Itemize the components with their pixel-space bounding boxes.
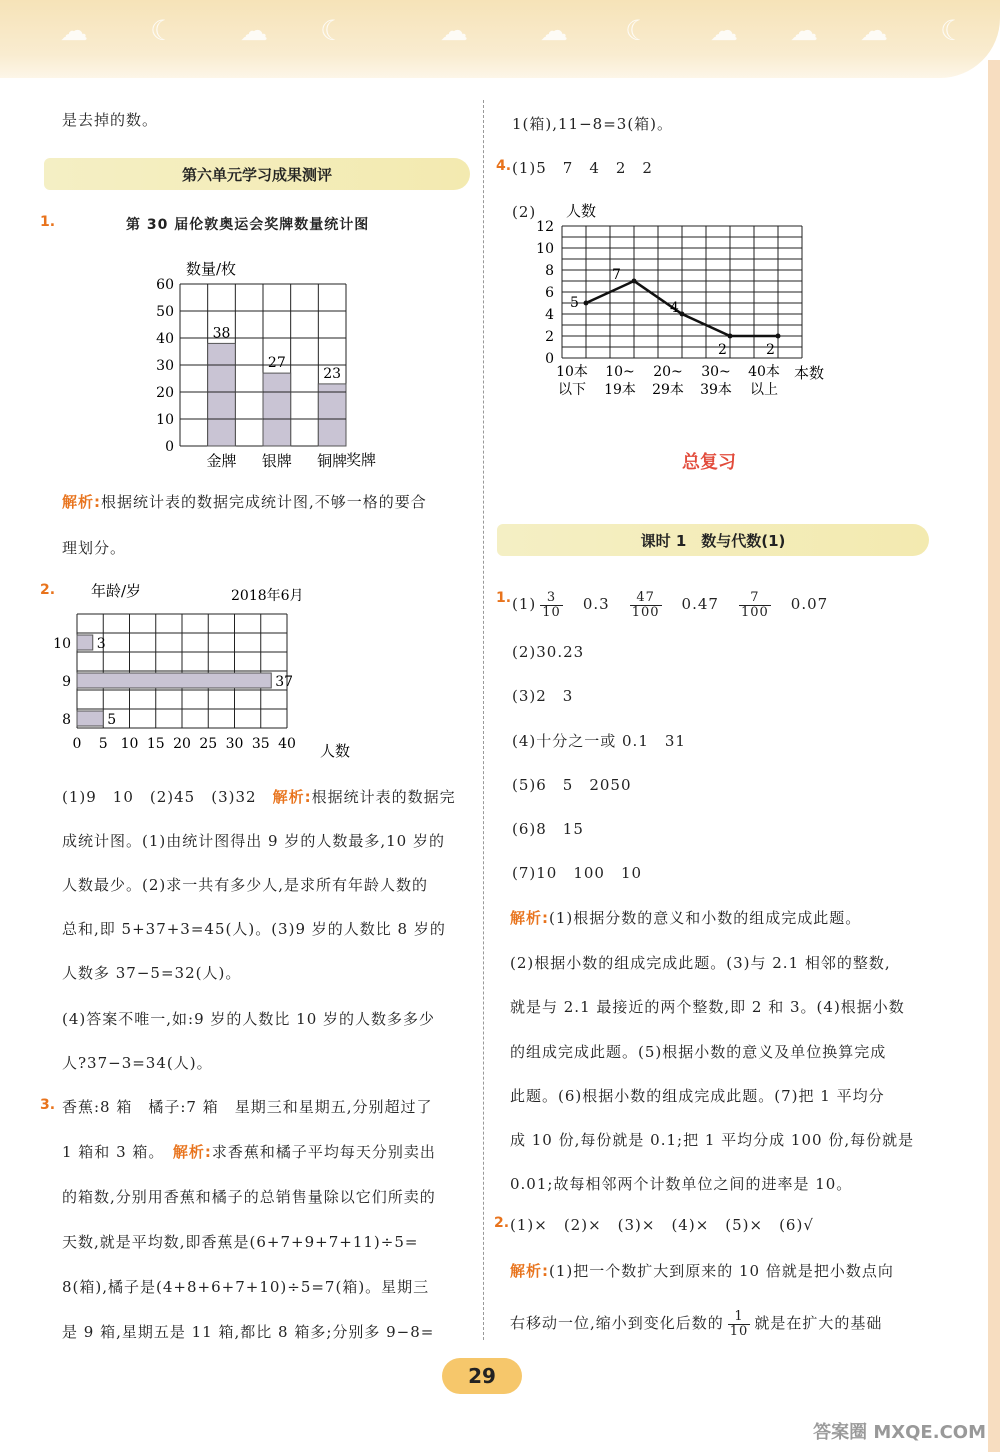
x-category-label: 10~ xyxy=(605,364,635,380)
x-tick-label: 40 xyxy=(278,736,296,752)
x-tick-label: 15 xyxy=(146,736,165,752)
data-point xyxy=(680,312,685,317)
chart3-ylabel: 人数 xyxy=(566,202,597,220)
y-tick-label: 40 xyxy=(156,331,174,347)
analysis-text: 求香蕉和橘子平均每天分别卖出 xyxy=(211,1143,436,1161)
r-q1-analysis-line: (2)根据小数的组成完成此题。(3)与 2.1 相邻的整数, xyxy=(510,954,891,972)
y-tick-label: 10 xyxy=(536,241,554,257)
r-q2-analysis-line xyxy=(510,1261,894,1281)
question-number: 1. xyxy=(40,214,56,230)
y-tick-label: 50 xyxy=(156,304,174,320)
r-q1-analysis-line: 0.01;故每相邻两个计数单位之间的进率是 10。 xyxy=(510,1175,853,1193)
part-label: (1) xyxy=(512,595,537,613)
page-number: 29 xyxy=(442,1358,522,1394)
bar-value-label: 5 xyxy=(107,712,117,728)
y-category-label: 10 xyxy=(53,636,71,652)
left-top-line: 是去掉的数。 xyxy=(62,111,159,129)
q3-line: 是 9 箱,星期五是 11 箱,都比 8 箱多;分别多 9−8= xyxy=(62,1323,435,1341)
x-tick-label: 30 xyxy=(225,736,244,752)
question-number: 2. xyxy=(494,1215,510,1231)
data-point xyxy=(728,334,733,339)
cloud-icon: ☁ xyxy=(240,14,268,47)
analysis-text: 根据统计表的数据完成统计图,不够一格的要合 xyxy=(101,493,427,511)
numerator: 3 xyxy=(540,591,563,606)
data-point xyxy=(584,301,589,306)
x-tick-label: 25 xyxy=(199,736,218,752)
fraction xyxy=(540,591,563,620)
x-category-label: 以上 xyxy=(750,382,778,398)
analysis-label: 解析: xyxy=(172,1143,212,1161)
fraction xyxy=(630,591,662,620)
cloud-icon: ☁ xyxy=(440,14,468,47)
r-q1-line: (6)8 15 xyxy=(512,820,584,838)
r-q1-line: (7)10 100 10 xyxy=(512,864,643,882)
q2-analysis-line: 人?37−3=34(人)。 xyxy=(62,1054,213,1072)
lesson-title-bar xyxy=(497,524,929,556)
y-tick-label: 6 xyxy=(545,285,554,301)
q2-answer-line xyxy=(62,787,456,807)
numerator: 47 xyxy=(630,591,662,606)
data-point xyxy=(776,334,781,339)
q2-analysis-line: 人数多 37−5=32(人)。 xyxy=(62,964,242,982)
cloud-icon: ☁ xyxy=(540,14,568,47)
numerator: 1 xyxy=(728,1310,751,1325)
analysis-label: 解析: xyxy=(510,1262,549,1280)
analysis-text: (1)把一个数扩大到原来的 10 倍就是把小数点向 xyxy=(549,1262,894,1280)
q2-analysis-line: 人数最少。(2)求一共有多少人,是求所有年龄人数的 xyxy=(62,876,429,894)
review-title: 总复习 xyxy=(682,452,736,473)
y-tick-label: 0 xyxy=(545,351,554,367)
analysis-text: (1)根据分数的意义和小数的组成完成此题。 xyxy=(549,909,862,927)
books-line-chart xyxy=(530,196,840,402)
q2-analysis-line: 成统计图。(1)由统计图得出 9 岁的人数最多,10 岁的 xyxy=(62,832,445,850)
chart1-xlabel: 奖牌 xyxy=(346,451,377,469)
bar-value-label: 38 xyxy=(212,325,231,342)
column-divider xyxy=(483,100,484,1340)
r-q1-analysis-line: 就是与 2.1 最接近的两个整数,即 2 和 3。(4)根据小数 xyxy=(510,998,905,1016)
q3-line: 香蕉:8 箱 橘子:7 箱 星期三和星期五,分别超过了 xyxy=(62,1098,433,1116)
bar xyxy=(77,673,271,688)
y-tick-label: 4 xyxy=(545,307,554,323)
q2-answers: (1)9 10 (2)45 (3)32 xyxy=(62,788,257,806)
medal-bar-chart xyxy=(140,250,400,475)
decimal-value: 0.07 xyxy=(790,595,829,613)
analysis-text: 右移动一位,缩小到变化后数的 xyxy=(510,1314,724,1332)
x-category-label: 银牌 xyxy=(261,452,292,470)
r-q1-analysis-line: 成 10 份,每份就是 0.1;把 1 平均分成 100 份,每份就是 xyxy=(510,1131,915,1149)
page-edge-strip xyxy=(988,60,1000,1452)
q2-analysis-line: (4)答案不唯一,如:9 岁的人数比 10 岁的人数多多少 xyxy=(62,1010,436,1028)
denominator: 10 xyxy=(542,604,561,620)
analysis-text: 就是在扩大的基础 xyxy=(754,1314,883,1332)
q3-line: 天数,就是平均数,即香蕉是(6+7+9+7+11)÷5= xyxy=(62,1233,419,1251)
chart2-xlabel: 人数 xyxy=(320,742,351,760)
x-tick-label: 20 xyxy=(173,736,191,752)
y-tick-label: 30 xyxy=(156,358,174,374)
q3-answer: 1 箱和 3 箱。 xyxy=(62,1143,157,1161)
decimal-value: 0.3 xyxy=(582,595,610,613)
y-tick-label: 2 xyxy=(545,329,554,345)
q4-part2-label: (2) xyxy=(512,203,537,221)
analysis-label: 解析: xyxy=(272,788,312,806)
data-point xyxy=(632,279,637,284)
y-tick-label: 60 xyxy=(156,277,174,293)
q3-line xyxy=(62,1142,436,1162)
q3-line: 8(箱),橘子是(4+8+6+7+10)÷5=7(箱)。星期三 xyxy=(62,1278,430,1296)
data-label: 2 xyxy=(718,342,727,358)
y-tick-label: 10 xyxy=(156,412,174,428)
x-category-label: 铜牌 xyxy=(317,452,348,470)
data-label: 4 xyxy=(670,300,679,316)
question-number: 3. xyxy=(40,1097,56,1113)
chart1-title: 第 30 届伦敦奥运会奖牌数量统计图 xyxy=(126,217,370,233)
y-tick-label: 20 xyxy=(156,385,174,401)
q2-analysis-line: 总和,即 5+37+3=45(人)。(3)9 岁的人数比 8 岁的 xyxy=(62,920,446,938)
r-q2-analysis-line xyxy=(510,1306,882,1340)
denominator: 100 xyxy=(631,604,660,620)
bar xyxy=(318,384,346,446)
cloud-icon: ☁ xyxy=(860,14,888,47)
bar-value-label: 23 xyxy=(323,365,342,382)
moon-icon: ☾ xyxy=(320,14,346,47)
bar xyxy=(263,373,291,446)
cloud-icon: ☁ xyxy=(790,14,818,47)
x-category-label: 30~ xyxy=(701,364,731,380)
section-title: 第六单元学习成果测评 xyxy=(181,166,332,184)
y-category-label: 8 xyxy=(62,712,71,728)
fraction xyxy=(739,591,771,620)
y-tick-label: 12 xyxy=(536,219,554,235)
right-top-line: 1(箱),11−8=3(箱)。 xyxy=(512,115,674,133)
r-q1-line: (2)30.23 xyxy=(512,643,585,661)
section-title-bar xyxy=(44,158,470,190)
data-label: 7 xyxy=(612,267,621,283)
cloud-icon: ☁ xyxy=(60,14,88,47)
x-category-label: 39本 xyxy=(700,382,732,398)
watermark: 答案圈 MXQE.COM xyxy=(813,1422,986,1443)
y-category-label: 9 xyxy=(62,674,71,690)
x-category-label: 29本 xyxy=(652,382,684,398)
analysis-label: 解析: xyxy=(510,909,549,927)
r-q1-part1 xyxy=(512,588,828,620)
x-category-label: 10本 xyxy=(556,364,588,380)
q4-answers: (1)5 7 4 2 2 xyxy=(512,159,653,177)
r-q1-analysis-first xyxy=(510,908,861,928)
bar xyxy=(77,711,103,726)
q1-analysis-line1 xyxy=(62,492,427,512)
x-category-label: 以下 xyxy=(558,382,586,398)
r-q1-line: (5)6 5 2050 xyxy=(512,776,632,794)
data-label: 2 xyxy=(766,342,775,358)
analysis-text: 根据统计表的数据完 xyxy=(311,788,456,806)
x-tick-label: 10 xyxy=(120,736,139,752)
x-tick-label: 0 xyxy=(72,736,82,752)
moon-icon: ☾ xyxy=(150,14,176,47)
lesson-title: 课时 1 数与代数(1) xyxy=(640,532,786,550)
age-bar-chart xyxy=(55,578,365,763)
chart2-ylabel: 年龄/岁 xyxy=(91,582,142,600)
question-number: 2. xyxy=(40,582,56,598)
r-q1-line: (3)2 3 xyxy=(512,687,574,705)
x-category-label: 40本 xyxy=(748,364,780,380)
q1-analysis-line2: 理划分。 xyxy=(62,539,127,557)
q3-line: 的箱数,分别用香蕉和橘子的总销售量除以它们所卖的 xyxy=(62,1188,436,1206)
bar xyxy=(77,635,93,650)
bar xyxy=(208,343,236,446)
decimal-value: 0.47 xyxy=(681,595,719,613)
chart1-ylabel: 数量/枚 xyxy=(186,260,237,278)
x-category-label: 金牌 xyxy=(206,452,237,470)
denominator: 100 xyxy=(740,604,769,620)
x-tick-label: 35 xyxy=(251,736,270,752)
bar-value-label: 3 xyxy=(96,636,106,652)
data-label: 5 xyxy=(570,295,579,311)
moon-icon: ☾ xyxy=(625,14,651,47)
moon-icon: ☾ xyxy=(940,14,966,47)
fraction xyxy=(728,1310,751,1339)
chart3-xlabel: 本数 xyxy=(794,364,825,382)
r-q1-analysis-line: 的组成完成此题。(5)根据小数的意义及单位换算完成 xyxy=(510,1043,887,1061)
question-number: 4. xyxy=(496,158,512,174)
cloud-icon: ☁ xyxy=(710,14,738,47)
chart2-title: 2018年6月 xyxy=(231,588,304,604)
x-category-label: 20~ xyxy=(653,364,683,380)
numerator: 7 xyxy=(739,591,771,606)
y-tick-label: 0 xyxy=(165,439,174,455)
bar-value-label: 37 xyxy=(275,674,294,690)
x-tick-label: 5 xyxy=(98,736,108,752)
question-number: 1. xyxy=(496,590,512,606)
bar-value-label: 27 xyxy=(267,355,286,372)
y-tick-label: 8 xyxy=(545,263,554,279)
r-q1-analysis-line: 此题。(6)根据小数的组成完成此题。(7)把 1 平均分 xyxy=(510,1087,885,1105)
denominator: 10 xyxy=(729,1323,749,1339)
r-q2-answers: (1)× (2)× (3)× (4)× (5)× (6)√ xyxy=(510,1216,814,1234)
analysis-label: 解析: xyxy=(62,493,101,511)
header-banner xyxy=(0,0,1000,78)
r-q1-line: (4)十分之一或 0.1 31 xyxy=(512,732,686,750)
x-category-label: 19本 xyxy=(604,382,636,398)
